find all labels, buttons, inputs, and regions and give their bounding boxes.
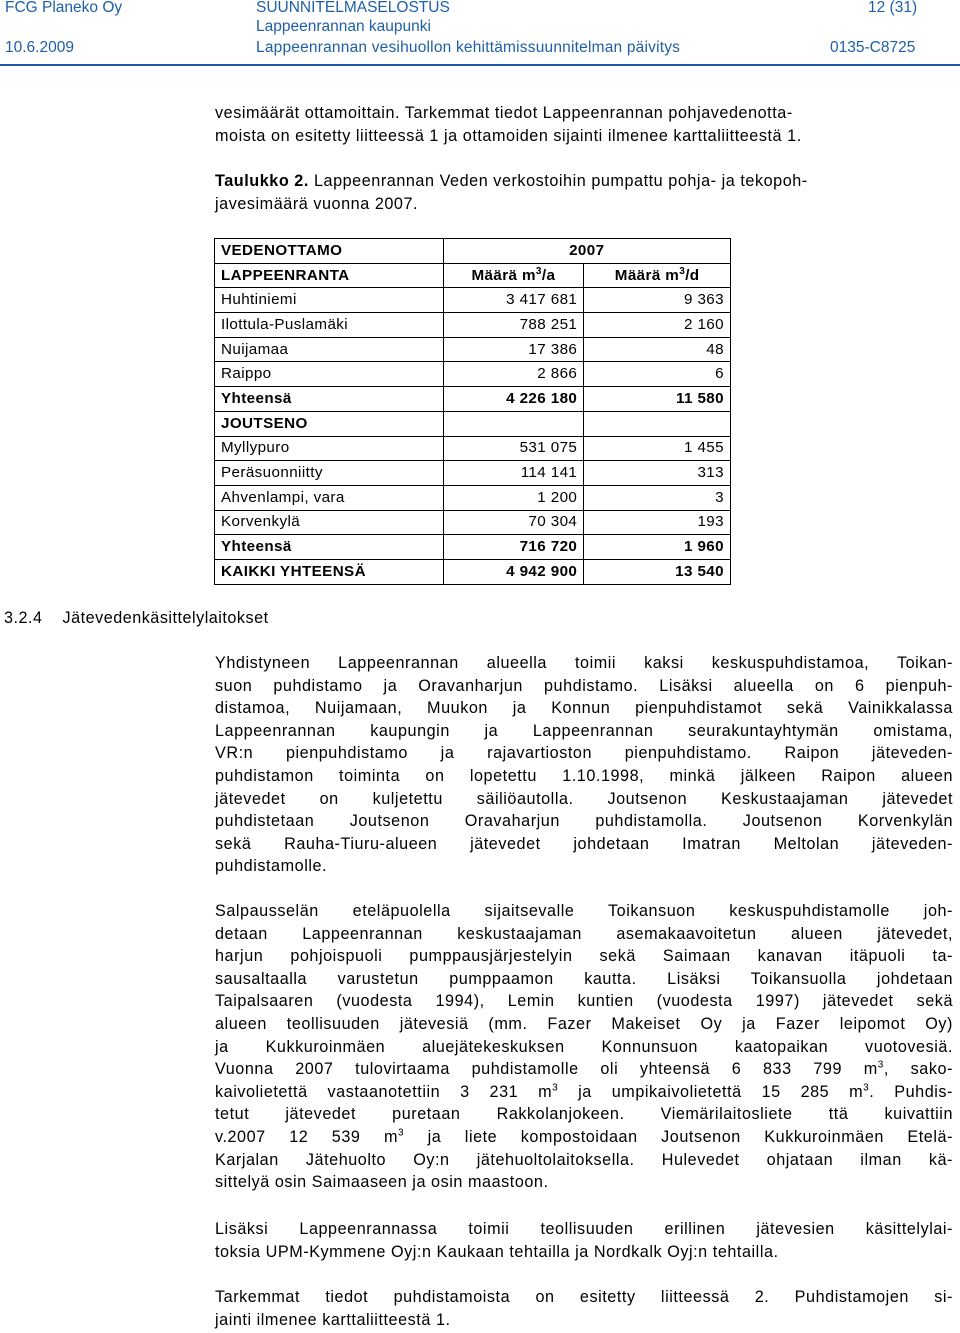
table-cell-daily bbox=[584, 411, 731, 436]
table-cell-daily: 13 540 bbox=[584, 559, 731, 584]
table-title-row bbox=[215, 239, 731, 264]
text-line: jainti ilmenee karttaliitteestä 1. bbox=[215, 1310, 451, 1329]
text-line: Salpausselän eteläpuolella sijaitsevalle Toikansuon keskuspuhdistamolle joh- bbox=[215, 902, 953, 920]
header-company: FCG Planeko Oy bbox=[5, 0, 123, 16]
paragraph-treatment-plants bbox=[215, 652, 953, 878]
table-row bbox=[215, 510, 731, 535]
table-cell-annual: 4 226 180 bbox=[443, 387, 584, 412]
text-line: toksia UPM-Kymmene Oyj:n Kaukaan tehtailla ja Nordkalk Oyj:n tehtailla. bbox=[215, 1242, 779, 1261]
text-line: Lappeenrannan kaupungin ja Lappeenrannan seurakuntayhtymän omistama, bbox=[215, 721, 953, 740]
table-year: 2007 bbox=[443, 239, 730, 264]
table-cell-annual: 4 942 900 bbox=[443, 559, 584, 584]
text-line: puhdistetaan Joutsenon Oravaharjun puhdistamolla. Joutsenon Korvenkylän bbox=[215, 812, 953, 831]
table-cell-annual: 531 075 bbox=[443, 436, 584, 461]
column-header-annual: Määrä $m^3/a$ bbox=[443, 263, 584, 288]
header-client: Lappeenrannan kaupunki bbox=[256, 18, 431, 35]
paragraph-toikansuo bbox=[215, 900, 953, 1194]
table-cell-annual: 70 304 bbox=[443, 510, 584, 535]
table-cell-daily: 3 bbox=[584, 485, 731, 510]
table-cell-name: Ahvenlampi, vara bbox=[215, 485, 444, 510]
table-cell-daily: 6 bbox=[584, 362, 731, 387]
text-line: Yhdistyneen Lappeenrannan alueella toimii kaksi keskuspuhdistamoa, Toikan- bbox=[215, 654, 953, 672]
table-cell-annual bbox=[443, 411, 584, 436]
intro-paragraph bbox=[215, 102, 953, 147]
table-cell-name: KAIKKI YHTEENSÄ bbox=[215, 559, 444, 584]
header-doc-title: Lappeenrannan vesihuollon kehittämissuunnitelman päivitys bbox=[256, 39, 681, 56]
table-cell-annual: 716 720 bbox=[443, 535, 584, 560]
text-line: sittelyä osin Saimaaseen ja osin maastoon. bbox=[215, 1173, 549, 1192]
header-date: 10.6.2009 bbox=[5, 39, 74, 56]
text-line: sekä Rauha-Tiuru-alueen jätevedet johdetaan Imatran Meltolan jäteveden- bbox=[215, 834, 953, 853]
table-row bbox=[215, 337, 731, 362]
section-title: Jätevedenkäsittelylaitokset bbox=[62, 609, 269, 627]
table-cell-annual: 17 386 bbox=[443, 337, 584, 362]
table-row bbox=[215, 288, 731, 313]
text-line: alueen teollisuuden jätevesiä (mm. Fazer Makeiset Oy ja Fazer leipomot Oy) bbox=[215, 1014, 953, 1033]
header-doc-code: 0135-C8725 bbox=[830, 39, 916, 56]
table-cell-daily: 1 960 bbox=[584, 535, 731, 560]
paragraph-industrial bbox=[215, 1218, 953, 1263]
text-line: Vuonna 2007 tulovirtaama puhdistamolle oli yhteensä 6 833 799 $m^3$, sako- bbox=[215, 1059, 953, 1079]
section-number: 3.2.4 bbox=[4, 609, 43, 627]
table-cell-annual: 788 251 bbox=[443, 313, 584, 338]
text-line: sausaltaalla varustetun pumppaamon kautta. Lisäksi Toikansuolla johdetaan bbox=[215, 969, 953, 988]
text-line: VR:n pienpuhdistamo ja rajavartioston pienpuhdistamo. Raipon jäteveden- bbox=[215, 744, 953, 763]
text-line: harjun pohjoispuoli pumppausjärjestelyin sekä Saimaan kanavan itäpuoli ta- bbox=[215, 947, 953, 966]
table-header-row bbox=[215, 263, 731, 288]
table-cell-daily: 48 bbox=[584, 337, 731, 362]
text-line: puhdistamolle. bbox=[215, 857, 328, 876]
text-line: Taipalsaaren (vuodesta 1994), Lemin kuntien (vuodesta 1997) jätevedet sekä bbox=[215, 992, 953, 1011]
section-heading bbox=[4, 607, 269, 629]
text-line: kaivolietettä vastaanotettiin 3 231 $m^3$ ja umpikaivolietettä 15 285 $m^3$. Puhdis- bbox=[215, 1082, 953, 1101]
text-line: puhdistamon toiminta on lopetettu 1.10.1998, minkä jälkeen Raipon alueen bbox=[215, 766, 953, 785]
table-cell-daily: 9 363 bbox=[584, 288, 731, 313]
table-row bbox=[215, 559, 731, 584]
table-cell-name: Nuijamaa bbox=[215, 337, 444, 362]
table-cell-name: Raippo bbox=[215, 362, 444, 387]
table-cell-name: Korvenkylä bbox=[215, 510, 444, 535]
column-header-daily: Määrä $m^3/d$ bbox=[584, 263, 731, 288]
table-cell-annual: 2 866 bbox=[443, 362, 584, 387]
header-page-number: 12 (31) bbox=[868, 0, 918, 16]
table-cell-name: Huhtiniemi bbox=[215, 288, 444, 313]
text-line: jätevedet on kuljetettu säiliöautolla. Joutsenon Keskustaajaman jätevedet bbox=[215, 789, 953, 808]
text-line: detaan Lappeenrannan keskustaajaman asemakaavoitetun alueen jätevedet, bbox=[215, 924, 953, 943]
text-line: ja Kukkuroinmäen aluejätekeskuksen Konnunsuon kaatopaikan vuotovesiä. bbox=[215, 1037, 953, 1056]
table-row bbox=[215, 461, 731, 486]
table-row bbox=[215, 387, 731, 412]
table-cell-daily: 11 580 bbox=[584, 387, 731, 412]
table-row bbox=[215, 411, 731, 436]
text-line: suon puhdistamo ja Oravanharjun puhdistamo. Lisäksi alueella on 6 pienpuh- bbox=[215, 676, 953, 695]
header-divider bbox=[0, 64, 960, 66]
table-row bbox=[215, 436, 731, 461]
header-doc-type: SUUNNITELMASELOSTUS bbox=[256, 0, 450, 16]
table-row bbox=[215, 485, 731, 510]
text-line: Karjalan Jätehuolto Oy:n jätehuoltolaitoksella. Hulevedet ohjataan ilman kä- bbox=[215, 1150, 953, 1169]
text-line: moista on esitetty liitteessä 1 ja ottamoiden sijainti ilmenee karttaliitteestä 1. bbox=[215, 126, 802, 145]
table-cell-name: JOUTSENO bbox=[215, 411, 444, 436]
water-volume-table bbox=[214, 238, 731, 585]
caption-text: Lappeenrannan Veden verkostoihin pumpattu pohja- ja tekopoh- bbox=[313, 172, 808, 190]
text-line: v.2007 12 539 $m^3$ ja liete kompostoidaan Joutsenon Kukkuroinmäen Etelä- bbox=[215, 1127, 954, 1146]
table-row bbox=[215, 535, 731, 560]
text-line: Lisäksi Lappeenrannassa toimii teollisuuden erillinen jätevesien käsittelylai- bbox=[215, 1220, 953, 1238]
caption-label: Taulukko 2. bbox=[215, 172, 309, 190]
text-line: tetut jätevedet puretaan Rakkolanjokeen. Viemärilaitosliete ttä kuivattiin bbox=[215, 1105, 953, 1124]
text-line: Tarkemmat tiedot puhdistamoista on esitetty liitteessä 2. Puhdistamojen si- bbox=[215, 1288, 953, 1306]
table-cell-daily: 313 bbox=[584, 461, 731, 486]
table-row bbox=[215, 362, 731, 387]
table-row bbox=[215, 313, 731, 338]
text-line: distamoa, Nuijamaan, Muukon ja Konnun pienpuhdistamot sekä Vainikkalassa bbox=[215, 699, 953, 718]
table-cell-annual: 114 141 bbox=[443, 461, 584, 486]
table-cell-annual: 1 200 bbox=[443, 485, 584, 510]
paragraph-reference bbox=[215, 1286, 953, 1331]
table-caption bbox=[215, 170, 953, 215]
table-cell-annual: 3 417 681 bbox=[443, 288, 584, 313]
table-cell-daily: 1 455 bbox=[584, 436, 731, 461]
table-cell-name: Yhteensä bbox=[215, 535, 444, 560]
table-cell-name: Yhteensä bbox=[215, 387, 444, 412]
table-cell-daily: 2 160 bbox=[584, 313, 731, 338]
table-title: VEDENOTTAMO bbox=[215, 239, 444, 264]
table-cell-daily: 193 bbox=[584, 510, 731, 535]
caption-text: javesimäärä vuonna 2007. bbox=[215, 194, 419, 213]
table-cell-name: Myllypuro bbox=[215, 436, 444, 461]
table-cell-name: Peräsuonniitty bbox=[215, 461, 444, 486]
text-line: vesimäärät ottamoittain. Tarkemmat tiedot Lappeenrannan pohjavedenotta- bbox=[215, 104, 793, 122]
column-header-name: LAPPEENRANTA bbox=[215, 263, 444, 288]
table-cell-name: Ilottula-Puslamäki bbox=[215, 313, 444, 338]
